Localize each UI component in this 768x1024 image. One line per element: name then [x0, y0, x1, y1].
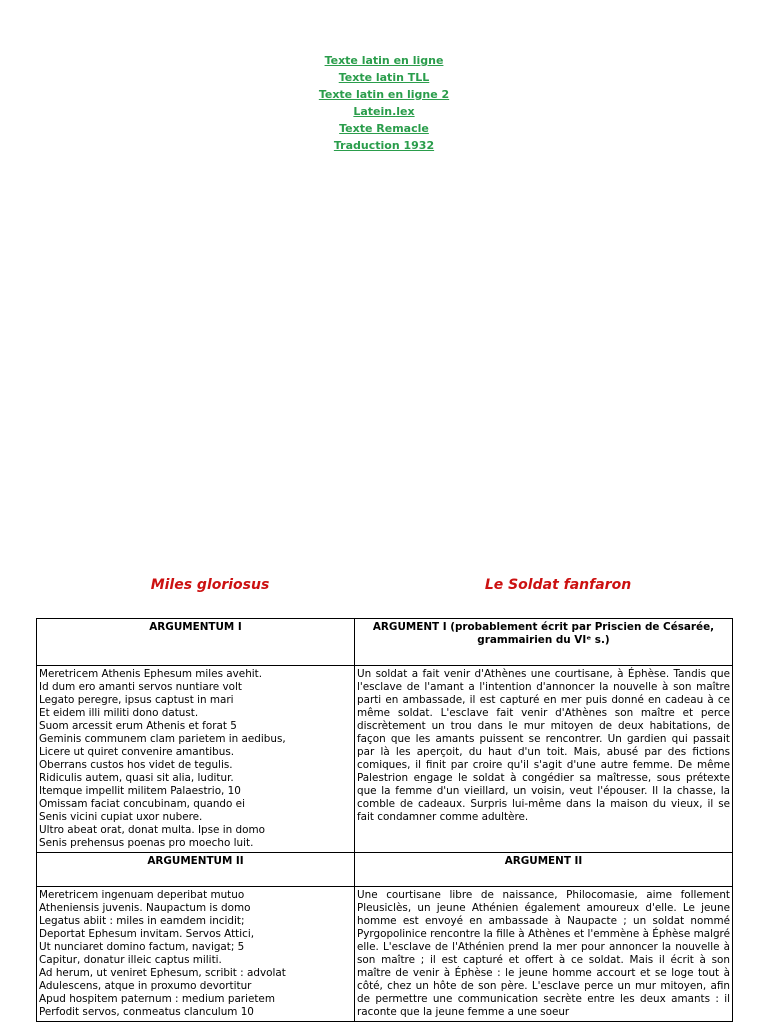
french-title: Le Soldat fanfaron: [484, 577, 632, 593]
verse-line: Ut nunciaret domino factum, navigat; 5: [39, 941, 245, 953]
french-text-1: Un soldat a fait venir d'Athènes une courtisane, à Éphèse. Tandis que l'esclave de l'amant a l'intention d'annoncer la nouvelle à son maître parti en ambassade, il est capturé en mer puis donné en cadeau à ce même soldat. L'esclave fait venir d'Athènes son maître et perce discrètement un trou dans le mur mitoyen de deux habitations, de façon que les amants puissent se rencontrer. Un gardien qui passait par là les aperçoit, du haut d'un toit. Mais, abusé par des fictions comiques, il finit par croire qu'il s'agit d'une autre femme. De même Palestrion engage le soldat à congédier sa maîtresse, sous prétexte que la femme d'un vieillard, un voisin, veut l'épouser. Il la chasse, la comble de cadeaux. Surpris lui-même dans la maison du vieux, il se fait condamner comme adultère.: [355, 666, 733, 853]
table-row: [37, 887, 733, 1022]
verse-line: Licere ut quiret convenire amantibus.: [39, 746, 235, 758]
latin-text-1: [37, 666, 355, 853]
link-texte-remacle[interactable]: Texte Remacle: [339, 122, 429, 135]
verse-line: Geminis communem clam parietem in aedibus,: [39, 733, 286, 745]
verse-line: Suom arcessit erum Athenis et forat 5: [39, 720, 237, 732]
link-texte-latin-en-ligne-2[interactable]: Texte latin en ligne 2: [318, 88, 450, 101]
titles-row: [36, 577, 732, 593]
table-row: [37, 666, 733, 853]
verse-line: Legatus abiit : miles in eamdem incidit;: [39, 915, 245, 927]
verse-line: Perfodit servos, conmeatus clanculum 10: [39, 1006, 254, 1018]
verse-line: Capitur, donatur illeic captus militi.: [39, 954, 222, 966]
table-row: [37, 619, 733, 666]
link-texte-latin-tll[interactable]: Texte latin TLL: [338, 71, 430, 84]
verse-line: Omissam faciat concubinam, quando ei: [39, 798, 245, 810]
table-row: [37, 853, 733, 887]
link-traduction-1932[interactable]: Traduction 1932: [333, 139, 435, 152]
verse-line: Id dum ero amanti servos nuntiare volt: [39, 681, 242, 693]
verse-line: Ultro abeat orat, donat multa. Ipse in domo: [39, 824, 265, 836]
french-heading-2: ARGUMENT II: [355, 853, 733, 887]
link-texte-latin-en-ligne[interactable]: Texte latin en ligne: [324, 54, 444, 67]
verse-line: Deportat Ephesum invitam. Servos Attici,: [39, 928, 255, 940]
verse-line: Senis vicini cupiat uxor nubere.: [39, 811, 203, 823]
latin-title: Miles gloriosus: [150, 577, 270, 593]
verse-line: Oberrans custos hos videt de tegulis.: [39, 759, 233, 771]
links-list: [0, 52, 768, 154]
latin-heading-2: ARGUMENTUM II: [37, 853, 355, 887]
verse-line: Adulescens, atque in proxumo devortitur: [39, 980, 252, 992]
verse-line: Ad herum, ut veniret Ephesum, scribit : advolat: [39, 967, 286, 979]
latin-text-2: [37, 887, 355, 1022]
latin-heading-1: ARGUMENTUM I: [37, 619, 355, 666]
verse-line: Legato peregre, ipsus captust in mari: [39, 694, 234, 706]
verse-line: Ridiculis autem, quasi sit alia, luditur.: [39, 772, 234, 784]
french-text-2: Une courtisane libre de naissance, Philocomasie, aime follement Pleusiclès, un jeune Athénien également amoureux d'elle. Le jeune homme est envoyé en ambassade à Naupacte ; un soldat nommé Pyrgopolinice rencontre la fille à Athènes et l'emmène à Éphèse malgré elle. L'esclave de l'Athénien prend la mer pour annoncer la nouvelle à son maître ; il est capturé et offert à ce soldat. Mais il écrit à son maître de venir à Éphèse : le jeune homme accourt et se loge tout à côté, chez un hôte de son père. L'esclave perce un mur mitoyen, afin de permettre une communication secrète entre les deux amants : il raconte que la jeune femme a une soeur: [355, 887, 733, 1022]
verse-line: Atheniensis juvenis. Naupactum is domo: [39, 902, 251, 914]
link-latein-lex[interactable]: Latein.lex: [353, 105, 415, 118]
verse-line: Meretricem ingenuam deperibat mutuo: [39, 889, 245, 901]
verse-line: Itemque impellit militem Palaestrio, 10: [39, 785, 241, 797]
verse-line: Et eidem illi militi dono datust.: [39, 707, 199, 719]
bilingual-table: [36, 618, 733, 1022]
verse-line: Apud hospitem paternum : medium parietem: [39, 993, 275, 1005]
verse-line: Meretricem Athenis Ephesum miles avehit.: [39, 668, 263, 680]
verse-line: Senis prehensus poenas pro moecho luit.: [39, 837, 254, 849]
french-heading-1: ARGUMENT I (probablement écrit par Priscien de Césarée, grammairien du VIᵉ s.): [355, 619, 733, 666]
